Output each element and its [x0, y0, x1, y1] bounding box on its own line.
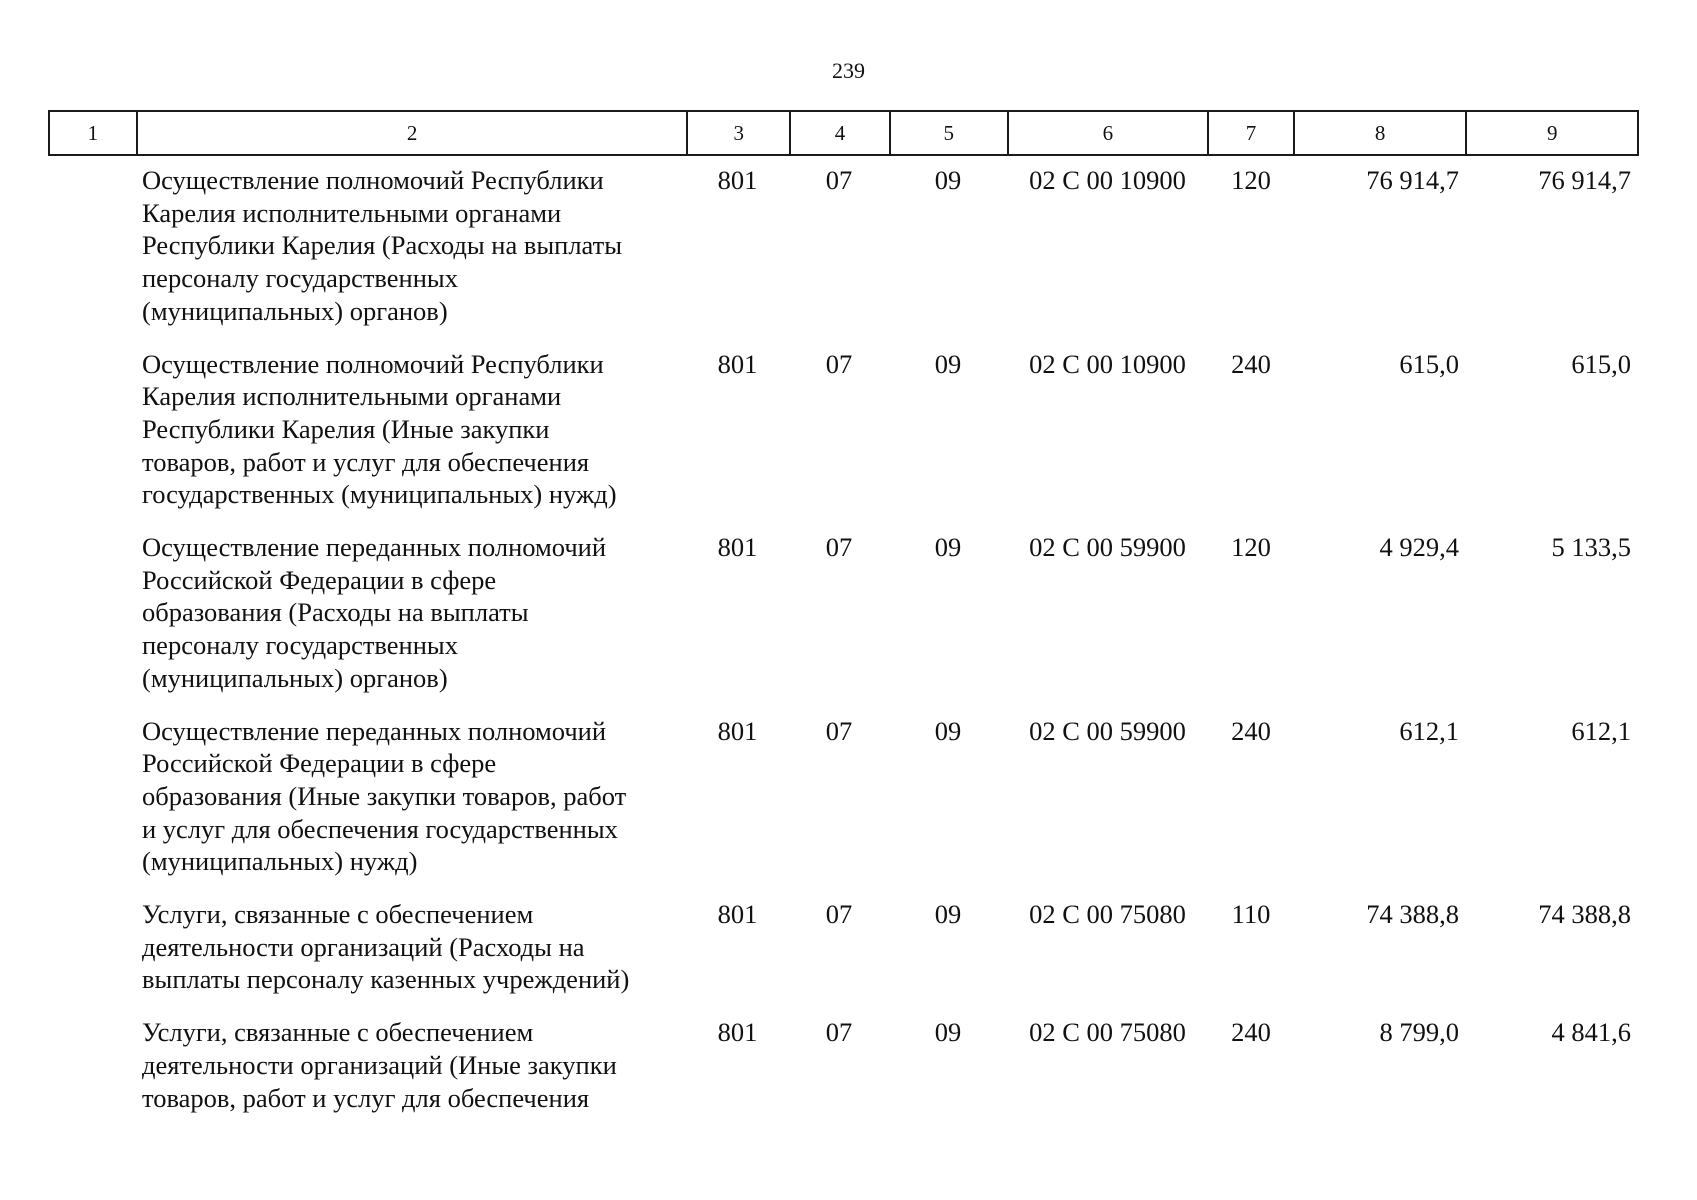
target-article-cell: 02 С 00 10900 — [1029, 165, 1186, 195]
amount-year1-cell: 8 799,0 — [1379, 1017, 1459, 1048]
description-line: персоналу государственных — [142, 263, 458, 294]
amount-year2-cell: 76 914,7 — [1538, 165, 1631, 195]
description-line: Осуществление полномочий Республики — [142, 165, 604, 195]
amount-year1-cell: 4 929,4 — [1379, 532, 1459, 563]
description-line: (муниципальных) нужд) — [142, 846, 418, 877]
header-cell-2: 2 — [136, 112, 687, 154]
table-body — [48, 164, 1639, 1114]
description-cell — [134, 164, 686, 328]
description-line: Республики Карелия (Иные закупки — [142, 413, 550, 444]
description-line: Российской Федерации в сфере — [142, 748, 497, 779]
row-number-cell — [48, 898, 134, 996]
description-cell — [134, 898, 686, 996]
expense-type-cell: 110 — [1231, 899, 1271, 930]
subsection-cell: 09 — [934, 532, 962, 563]
table-row — [48, 164, 1639, 328]
page-number: 239 — [832, 58, 865, 83]
section-cell: 07 — [825, 348, 853, 379]
expense-type-cell: 120 — [1231, 532, 1271, 563]
description-line: деятельности организаций (Иные закупки — [142, 1049, 617, 1080]
description-line: Осуществление полномочий Республики — [142, 348, 604, 379]
amount-year2-cell: 612,1 — [1571, 715, 1631, 746]
target-article-cell: 02 С 00 10900 — [1029, 348, 1186, 379]
expense-type-cell: 240 — [1231, 1017, 1271, 1048]
row-number-cell — [48, 531, 134, 695]
header-cell-3: 3 — [686, 112, 789, 154]
description-line: и услуг для обеспечения государственных — [142, 813, 618, 844]
description-line: Осуществление переданных полномочий — [142, 715, 607, 746]
subsection-cell: 09 — [934, 348, 962, 379]
header-cell-5: 5 — [889, 112, 1007, 154]
description-cell — [134, 531, 686, 695]
description-line: товаров, работ и услуг для обеспечения — [142, 1082, 590, 1113]
amount-year2-cell: 615,0 — [1571, 348, 1631, 379]
ministry-code-cell: 801 — [717, 348, 758, 379]
header-cell-4: 4 — [789, 112, 889, 154]
description-cell — [134, 715, 686, 879]
table-row — [48, 898, 1639, 996]
description-cell — [134, 348, 686, 512]
row-number-cell — [48, 715, 134, 879]
ministry-code-cell: 801 — [717, 165, 758, 195]
section-cell: 07 — [825, 532, 853, 563]
amount-year2-cell: 4 841,6 — [1551, 1017, 1631, 1048]
ministry-code-cell: 801 — [717, 899, 758, 930]
target-article-cell: 02 С 00 59900 — [1029, 715, 1186, 746]
description-line: выплаты персоналу казенных учреждений) — [142, 964, 630, 995]
description-line: (муниципальных) органов) — [142, 295, 448, 326]
section-cell: 07 — [825, 165, 853, 195]
ministry-code-cell: 801 — [717, 532, 758, 563]
description-line: Российской Федерации в сфере — [142, 564, 497, 595]
expense-type-cell: 240 — [1231, 715, 1271, 746]
expense-type-cell: 240 — [1231, 348, 1271, 379]
subsection-cell: 09 — [934, 899, 962, 930]
header-cell-7: 7 — [1207, 112, 1293, 154]
target-article-cell: 02 С 00 59900 — [1029, 532, 1186, 563]
description-cell — [134, 1016, 686, 1114]
table-header-row — [48, 110, 1639, 156]
section-cell: 07 — [825, 1017, 853, 1048]
description-line: Осуществление переданных полномочий — [142, 532, 607, 563]
amount-year1-cell: 76 914,7 — [1366, 165, 1459, 195]
description-line: (муниципальных) органов) — [142, 662, 448, 693]
header-cell-1: 1 — [87, 120, 99, 145]
table-row — [48, 348, 1639, 512]
section-cell: 07 — [825, 715, 853, 746]
description-line: деятельности организаций (Расходы на — [142, 931, 585, 962]
header-cell-8: 8 — [1293, 112, 1466, 154]
header-cell-6: 6 — [1007, 112, 1208, 154]
amount-year1-cell: 74 388,8 — [1366, 899, 1459, 930]
amount-year2-cell: 5 133,5 — [1551, 532, 1631, 563]
subsection-cell: 09 — [934, 715, 962, 746]
description-line: Карелия исполнительными органами — [142, 197, 562, 228]
amount-year1-cell: 612,1 — [1399, 715, 1459, 746]
table-row — [48, 531, 1639, 695]
target-article-cell: 02 С 00 75080 — [1029, 1017, 1186, 1048]
description-line: Услуги, связанные с обеспечением — [142, 899, 534, 930]
row-number-cell — [48, 164, 134, 328]
ministry-code-cell: 801 — [717, 1017, 758, 1048]
description-line: образования (Иные закупки товаров, работ — [142, 780, 627, 811]
target-article-cell: 02 С 00 75080 — [1029, 899, 1186, 930]
header-cell-9: 9 — [1465, 112, 1637, 154]
subsection-cell: 09 — [934, 165, 962, 195]
amount-year2-cell: 74 388,8 — [1538, 899, 1631, 930]
subsection-cell: 09 — [934, 1017, 962, 1048]
description-line: персоналу государственных — [142, 630, 458, 661]
description-line: товаров, работ и услуг для обеспечения — [142, 446, 590, 477]
description-line: государственных (муниципальных) нужд) — [142, 479, 617, 510]
row-number-cell — [48, 1016, 134, 1114]
expense-type-cell: 120 — [1231, 165, 1271, 195]
amount-year1-cell: 615,0 — [1399, 348, 1459, 379]
ministry-code-cell: 801 — [717, 715, 758, 746]
row-number-cell — [48, 348, 134, 512]
section-cell: 07 — [825, 899, 853, 930]
description-line: Услуги, связанные с обеспечением — [142, 1017, 534, 1048]
description-line: Карелия исполнительными органами — [142, 381, 562, 412]
description-line: Республики Карелия (Расходы на выплаты — [142, 230, 623, 261]
table-row — [48, 715, 1639, 879]
budget-table — [48, 110, 1639, 1114]
table-row — [48, 1016, 1639, 1114]
description-line: образования (Расходы на выплаты — [142, 597, 529, 628]
